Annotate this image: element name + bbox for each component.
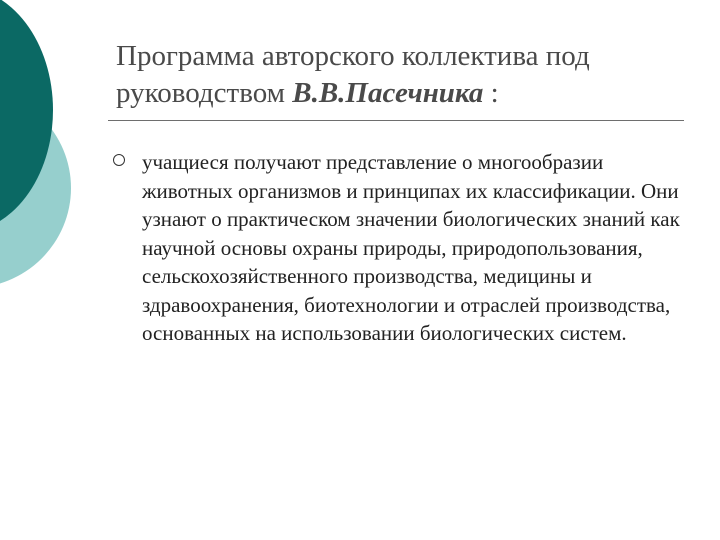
title-colon: : <box>483 77 499 109</box>
title-author-name: В.В.Пасечника <box>292 77 484 109</box>
corner-decoration <box>0 0 120 300</box>
title-divider <box>108 120 684 121</box>
decorative-circles <box>0 0 120 300</box>
title-text: Программа авторского коллектива под руководством <box>116 40 590 109</box>
bullet-text: учащиеся получают представление о многообразии животных организмов и принципах их классификации. Они узнают о практическом значении биологических знаний как научной основы охраны природы, природопользования, сельскохозяйственного производства, медицины и здравоохранения, биотехнологии и отраслей производства, основанных на использовании биологических систем. <box>142 150 680 345</box>
hollow-circle-bullet-icon <box>113 154 125 166</box>
bullet-list <box>112 148 692 348</box>
slide-title <box>116 38 676 112</box>
bullet-item <box>112 148 692 348</box>
